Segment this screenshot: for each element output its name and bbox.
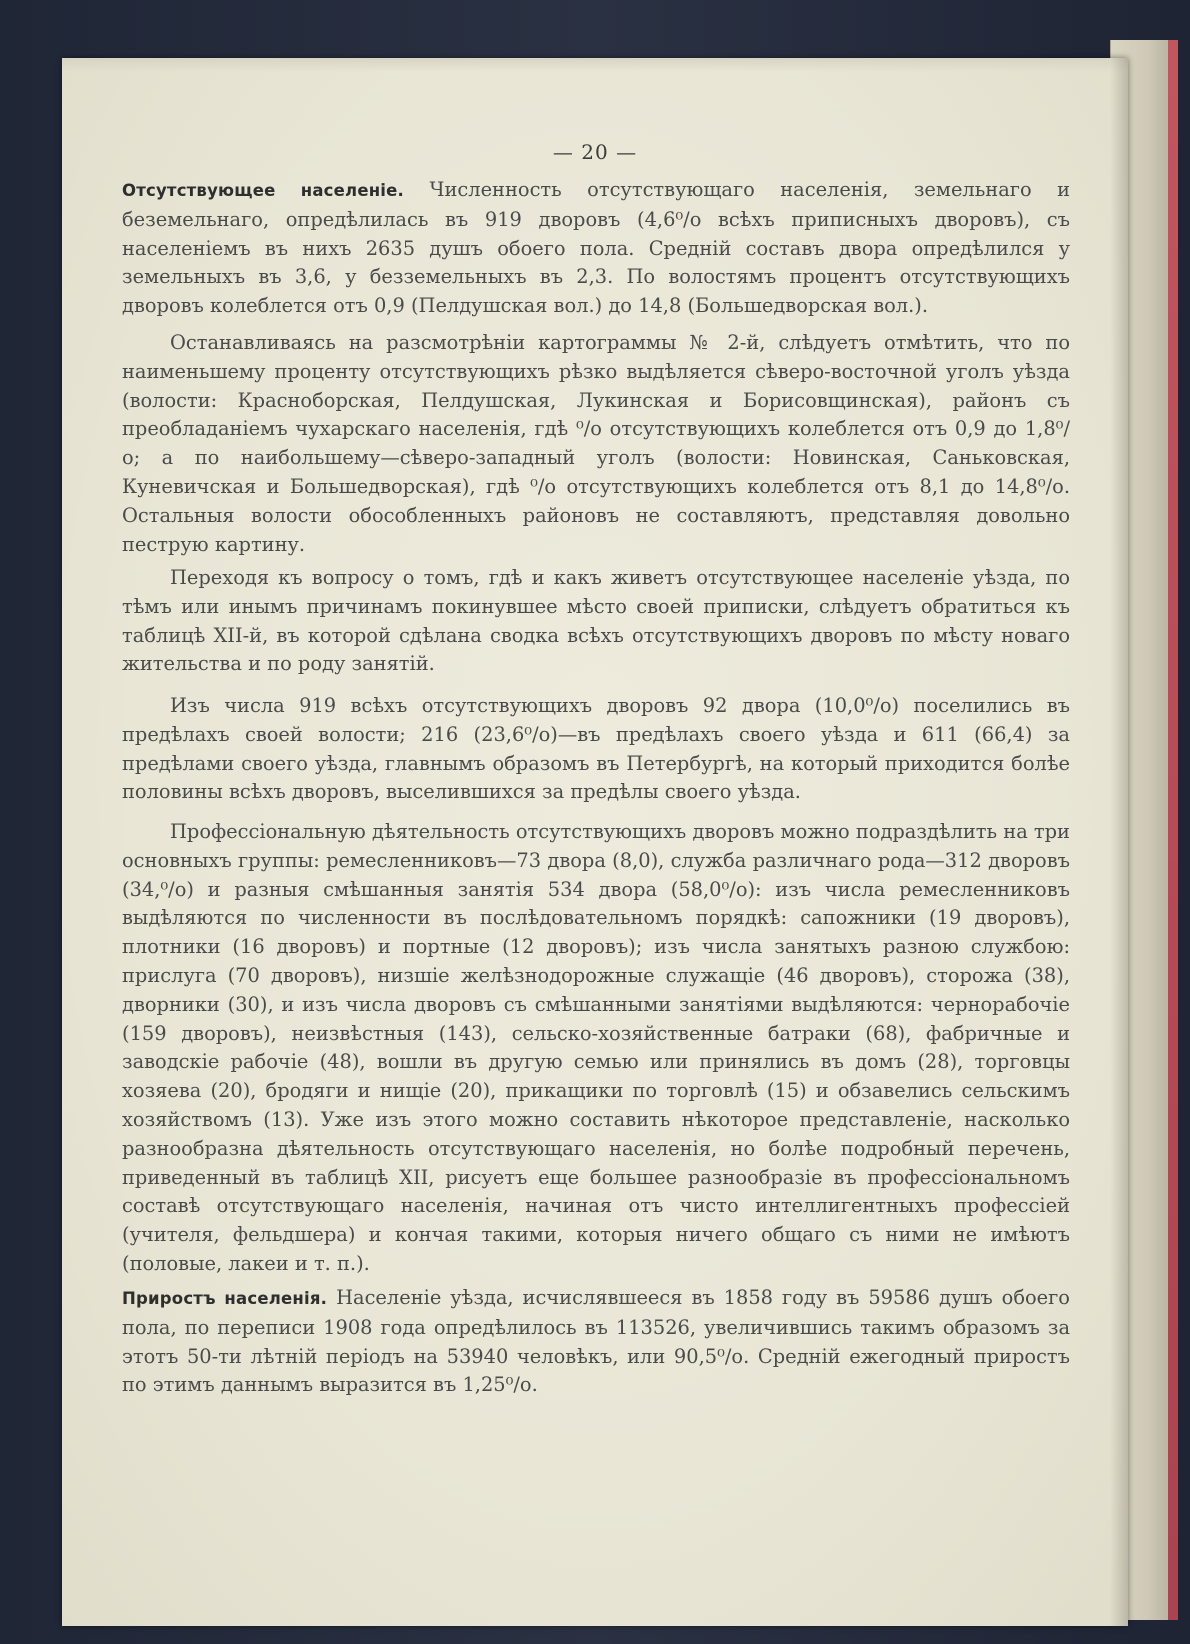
paragraph-absent-population	[122, 176, 1070, 321]
paragraph-cartogram-text: Останавливаясь на разсмотрѣніи картограммы № 2-й, слѣдуетъ отмѣтить, что по наименьшему проценту отсутствующихъ рѣзко выдѣляется сѣверо-восточной уголъ уѣзда (волости: Красноборская, Пелдушская, Лукинская и Борисовщинская), районъ съ преобладаніемъ чухарскаго населенія, гдѣ ⁰/о отсутствующихъ колеблется отъ 0,9 до 1,8⁰/о; а по наибольшему—сѣверо-западный уголъ (волости: Новинская, Саньковская, Куневичская и Большедворская), гдѣ ⁰/о отсутствующихъ колеблется отъ 8,1 до 14,8⁰/о. Остальныя волости обособленныхъ районовъ не составляютъ, представляя довольно пеструю картину.	[122, 331, 1070, 556]
paragraph-professions-text: Профессіональную дѣятельность отсутствующихъ дворовъ можно подраздѣлить на три основныхъ группы: ремесленниковъ—73 двора (8,0), служба различнаго рода—312 дворовъ (34,⁰/о) и разныя смѣшанныя занятія 534 двора (58,0⁰/о): изъ числа ремесленниковъ выдѣляются по численности въ послѣдовательномъ порядкѣ: сапожники (19 дворовъ), плотники (16 дворовъ) и портные (12 дворовъ); изъ числа занятыхъ разною службою: прислуга (70 дворовъ), низшіе желѣзнодорожные служащіе (46 дворовъ), сторожа (38), дворники (30), и изъ числа дворовъ съ смѣшанными занятіями выдѣляются: чернорабочіе (159 дворовъ), неизвѣстныя (143), сельско-хозяйственные батраки (68), фабричные и заводскіе рабочіе (48), вошли въ другую семью или принялись въ домъ (28), торговцы хозяева (20), бродяги и нищіе (20), прикащики по торговлѣ (15) и обзавелись сельскимъ хозяйствомъ (13). Уже изъ этого можно составить нѣкоторое представленіе, насколько разнообразна дѣятельность отсутствующаго населенія, но болѣе подробный перечень, приведенный въ таблицѣ XII, рисуетъ еще большее разнообразіе въ профессіональномъ составѣ отсутствующаго населенія, начиная отъ чисто интеллигентныхъ профессіей (учителя, фельдшера) и кончая такими, которыя ничего общаго съ ними не имѣютъ (половые, лакеи и т. п.).	[122, 820, 1070, 1275]
paragraph-professions	[122, 818, 1070, 1279]
section-heading-growth: Приростъ населенія.	[122, 1289, 328, 1308]
page-number: — 20 —	[552, 140, 638, 164]
paragraph-growth	[122, 1284, 1070, 1400]
paragraph-settled	[122, 692, 1070, 807]
gutter-shadow	[1110, 58, 1128, 1626]
paragraph-residence	[122, 564, 1070, 679]
page-top-shading	[62, 58, 1128, 72]
paragraph-growth-body: Населеніе уѣзда, исчислявшееся въ 1858 году въ 59586 душъ обоего пола, по переписи 1908 года опредѣлилось въ 113526, увеличившись такимъ образомъ за этотъ 50-ти лѣтній періодъ на 53940 человѣкъ, или 90,5⁰/о. Средній ежегодный приростъ по этимъ даннымъ выразится въ 1,25⁰/о.	[122, 1286, 1070, 1397]
book-cover-edge	[1168, 40, 1178, 1620]
paragraph-cartogram	[122, 329, 1070, 559]
paragraph-residence-text: Переходя къ вопросу о томъ, гдѣ и какъ живетъ отсутствующее населеніе уѣзда, по тѣмъ или инымъ причинамъ покинувшее мѣсто своей приписки, слѣдуетъ обратиться къ таблицѣ XII-й, въ которой сдѣлана сводка всѣхъ отсутствующихъ дворовъ по мѣсту новаго жительства и по роду занятій.	[122, 566, 1070, 676]
paragraph-absent-body: Численность отсутствующаго населенія, земельнаго и беземельнаго, опредѣлилась въ 919 дворовъ (4,6⁰/о всѣхъ приписныхъ дворовъ), съ населеніемъ въ нихъ 2635 душъ обоего пола. Средній составъ двора опредѣлился у земельныхъ въ 3,6, у безземельныхъ въ 2,3. По волостямъ процентъ отсутствующихъ дворовъ колеблется отъ 0,9 (Пелдушская вол.) до 14,8 (Большедворская вол.).	[122, 178, 1070, 318]
section-heading-absent: Отсутствующее населеніе.	[122, 181, 405, 200]
paragraph-settled-text: Изъ числа 919 всѣхъ отсутствующихъ дворовъ 92 двора (10,0⁰/о) поселились въ предѣлахъ своей волости; 216 (23,6⁰/о)—въ предѣлахъ своего уѣзда и 611 (66,4) за предѣлами своего уѣзда, главнымъ образомъ въ Петербургѣ, на который приходится болѣе половины всѣхъ дворовъ, выселившихся за предѣлы своего уѣзда.	[122, 694, 1070, 804]
